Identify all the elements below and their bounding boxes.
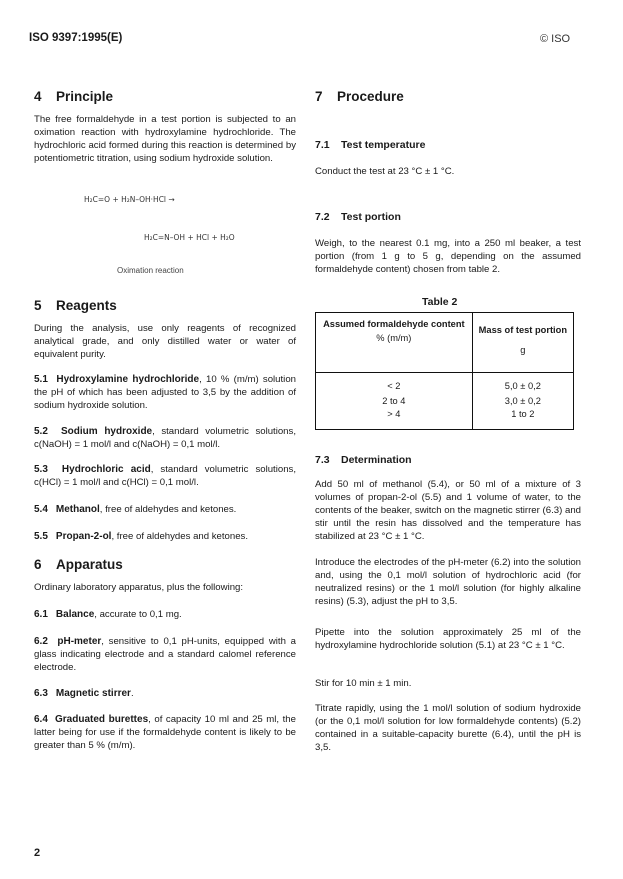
section-5-heading: 5 Reagents (34, 298, 117, 313)
right-column (315, 0, 581, 879)
reaction-caption: Oximation reaction (117, 266, 184, 275)
test-temperature-text: Conduct the test at 23 °C ± 1 °C. (315, 166, 455, 177)
table-header-row (316, 313, 574, 373)
reagents-intro: During the analysis, use only reagents of recognized analytical grade, and only distilled water or water of equivalent purity. (34, 323, 296, 360)
table-header-mass: Mass of test portion g (472, 313, 573, 373)
table-2-title: Table 2 (422, 296, 458, 308)
subsection-7-3-heading: 7.3 Determination (315, 454, 412, 466)
test-portion-text: Weigh, to the nearest 0.1 mg, into a 250 ml beaker, a test portion (from 1 g to 5 g, depending on the assumed formaldehyde content) chosen from table 2. (315, 238, 581, 275)
table-row: > 4 1 to 2 (316, 409, 574, 430)
subsection-7-2-heading: 7.2 Test portion (315, 211, 401, 223)
reagent-5-3: 5.3 Hydrochloric acid, standard volumetric solutions, c(HCl) = 1 mol/l and c(HCl) = 0,1 mol/l. (34, 464, 296, 488)
apparatus-6-4: 6.4 Graduated burettes, of capacity 10 ml and 25 ml, the latter being for use if the formaldehyde content is likely to be greater than 5 % (m/m). (34, 714, 296, 751)
apparatus-6-3: 6.3 Magnetic stirrer. (34, 688, 134, 699)
subsection-7-1-heading: 7.1 Test temperature (315, 139, 426, 151)
apparatus-6-2: 6.2 pH-meter, sensitive to 0,1 pH-units, equipped with a glass indicating electrode and a standard calomel reference electrode. (34, 636, 296, 673)
determination-paragraph-2: Introduce the electrodes of the pH-meter (6.2) into the solution and, using the 0,1 mol/l solution of hydrochloric acid (for neutralized resins) or the 1 mol/l solution (for highly alkaline resins) (5.3), adjust the pH to 3,5. (315, 557, 581, 607)
determination-paragraph-3: Pipette into the solution approximately 25 ml of the hydroxylamine hydrochloride solution (5.1) at 23 °C ± 1 °C. (315, 627, 581, 651)
determination-paragraph-5: Titrate rapidly, using the 1 mol/l solution of sodium hydroxide (or the 0,1 mol/l solution for low formaldehyde contents) (5.2) contained in a suitable-capacity burette (6.4), until the pH is 3,5. (315, 703, 581, 753)
table-2 (315, 312, 574, 430)
reaction-reactants: H₂C=O + H₂N–OH·HCl → (84, 195, 175, 204)
header-copyright: © ISO (540, 33, 571, 45)
table-row: 2 to 4 3,0 ± 0,2 (316, 393, 574, 409)
section-4-heading: 4 Principle (34, 89, 114, 104)
left-column (34, 0, 296, 879)
reagent-5-4: 5.4 Methanol, free of aldehydes and ketones. (34, 504, 237, 515)
determination-paragraph-4: Stir for 10 min ± 1 min. (315, 678, 412, 689)
reaction-products: H₂C=N–OH + HCl + H₂O (144, 233, 235, 242)
table-header-formaldehyde: Assumed formaldehyde content % (m/m) (316, 313, 473, 373)
table-row: < 2 5,0 ± 0,2 (316, 373, 574, 394)
reagent-5-2: 5.2 Sodium hydroxide, standard volumetric solutions, c(NaOH) = 1 mol/l and c(NaOH) = 0,1 mol/l. (34, 426, 296, 450)
reagent-5-1: 5.1 Hydroxylamine hydrochloride, 10 % (m/m) solution the pH of which has been adjusted to 3,5 by the addition of sodium hydroxide solution. (34, 374, 296, 411)
principle-text: The free formaldehyde in a test portion is subjected to an oximation reaction with hydroxylamine hydrochloride. The hydrochloric acid formed during this reaction is determined by potentiometric titration, using sodium hydroxide solution. (34, 114, 296, 164)
section-7-heading: 7 Procedure (315, 89, 404, 104)
section-6-heading: 6 Apparatus (34, 557, 123, 572)
apparatus-6-1: 6.1 Balance, accurate to 0,1 mg. (34, 609, 182, 620)
header-doc-id: ISO 9397:1995(E) (29, 32, 123, 44)
reagent-5-5: 5.5 Propan-2-ol, free of aldehydes and ketones. (34, 531, 249, 542)
page-number: 2 (34, 847, 41, 859)
apparatus-intro: Ordinary laboratory apparatus, plus the following: (34, 582, 244, 593)
determination-paragraph-1: Add 50 ml of methanol (5.4), or 50 ml of a mixture of 3 volumes of propan-2-ol (5.5) and 1 volume of water, to the contents of the beaker, switch on the magnetic stirrer (6.3) and stir until the resin has dissolved and the temperature has stabilized at 23 °C ± 1 °C. (315, 479, 581, 542)
